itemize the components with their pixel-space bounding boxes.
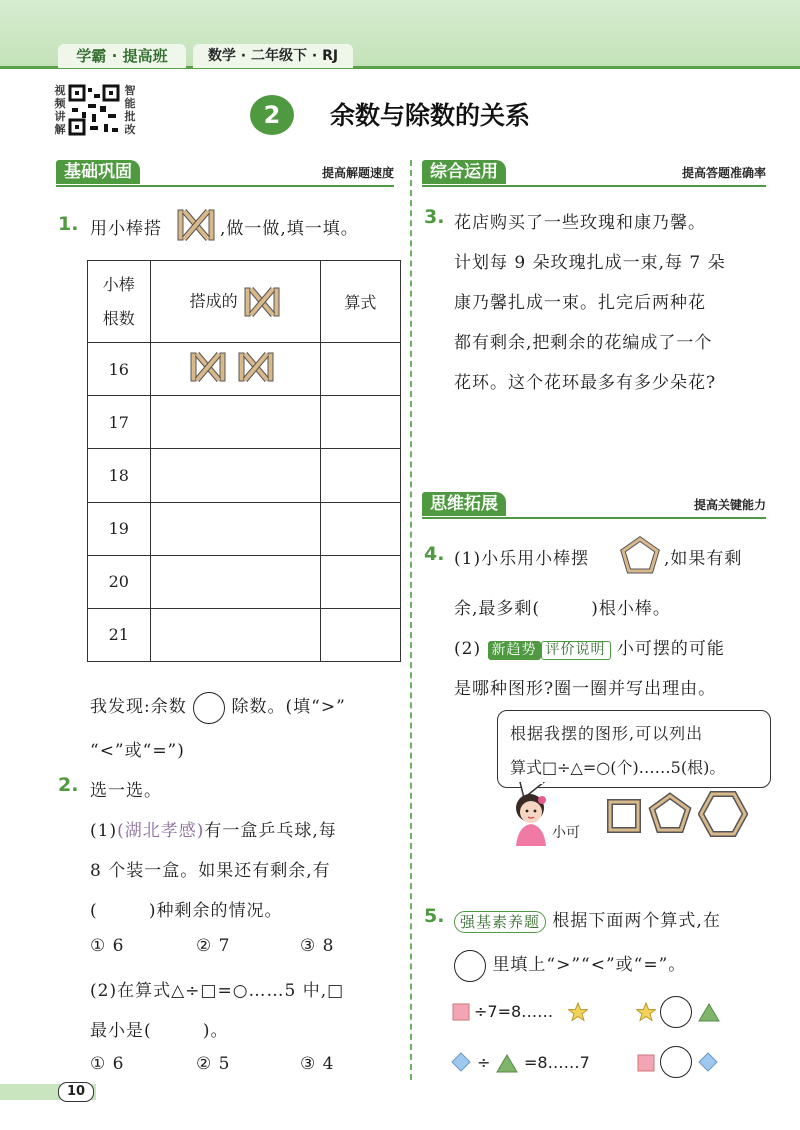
q5-line2 (454, 948, 686, 982)
sticks-x-shape-icon (176, 206, 216, 244)
column-divider (410, 160, 412, 1080)
brand-tab: 学霸 · 提高班 (58, 44, 186, 68)
new-trend-tag: 新趋势 (488, 641, 541, 660)
blue-diamond-icon (451, 1052, 471, 1072)
q4-part1-c[interactable]: 余,最多剩( )根小棒。 (454, 599, 671, 619)
section-thinking-rule (422, 517, 766, 519)
q1-number: 1. (58, 213, 79, 235)
q2-part1-line1 (90, 816, 337, 841)
q2-number: 2. (58, 774, 79, 796)
star-icon (636, 1002, 656, 1022)
sticks-x-shape-icon (243, 285, 281, 319)
sticks-table (87, 260, 401, 662)
character-name: 小可 (552, 825, 580, 841)
pink-square-icon (452, 1003, 470, 1021)
row-shapes-16 (150, 343, 320, 396)
q5-number: 5. (424, 905, 445, 927)
q3-line-4: 都有剩余,把剩余的花编成了一个 (454, 333, 713, 353)
col-header-count (88, 261, 151, 343)
q4-part2-line1 (454, 634, 725, 660)
green-triangle-icon (496, 1053, 518, 1073)
q4-part2-text: 小可摆的可能 (616, 639, 725, 659)
q2-part2-option-2[interactable]: ② 5 (196, 1054, 231, 1074)
q2-title: 选一选。 (90, 781, 162, 801)
row-count-19: 19 (88, 502, 151, 555)
row-count-20: 20 (88, 555, 151, 608)
page-number: 10 (58, 1082, 94, 1102)
section-comprehensive-note: 提高答题准确率 (681, 166, 766, 180)
section-comprehensive-rule (422, 185, 766, 187)
row-formula-20[interactable] (320, 555, 400, 608)
q5-text-b: 里填上“>”“<”或“=”。 (492, 955, 687, 975)
answer-circle[interactable] (454, 950, 486, 982)
pentagon-sticks-icon (620, 536, 660, 574)
square-sticks-icon[interactable] (604, 796, 644, 836)
green-triangle-icon (698, 1002, 720, 1022)
section-basic-rule (56, 185, 394, 187)
row-shapes-19[interactable] (150, 502, 320, 555)
qr-code-icon[interactable] (68, 84, 120, 136)
strong-base-tag: 强基素养题 (454, 911, 546, 933)
row-shapes-18[interactable] (150, 449, 320, 502)
q2-part2-option-3[interactable]: ③ 4 (300, 1054, 335, 1074)
q1-finding-b: 除数。(填“>” (231, 697, 346, 717)
q2-part2-line1: (2)在算式△÷□=○……5 中,□ (90, 981, 345, 1001)
girl-character-icon (508, 790, 554, 846)
compare-circle-1[interactable] (660, 996, 692, 1028)
section-comprehensive-label: 综合运用 (422, 160, 506, 184)
q2-part1-option-2[interactable]: ② 7 (196, 936, 231, 956)
row-count-18: 18 (88, 449, 151, 502)
bubble-line-2: 算式□÷△=○(个)……5(根)。 (510, 758, 726, 777)
pentagon-option-icon[interactable] (648, 792, 692, 836)
hexagon-option-icon[interactable] (698, 790, 748, 838)
answer-circle[interactable] (193, 692, 225, 724)
q1-text-b: ,做一做,填一填。 (220, 219, 359, 239)
q5-line1 (454, 906, 721, 933)
equation-2-result: =8……7 (524, 1053, 590, 1072)
q1-finding (90, 690, 346, 724)
q2-part1-option-1[interactable]: ① 6 (90, 936, 125, 956)
section-thinking-label: 思维拓展 (422, 492, 506, 516)
grade-tab: 数学 · 二年级下 · RJ (193, 44, 353, 68)
q2-part1-label: (1) (90, 821, 118, 841)
row-formula-17[interactable] (320, 396, 400, 449)
section-comprehensive (422, 160, 766, 184)
q2-part1-line3[interactable]: ( )种剩余的情况。 (90, 901, 283, 921)
row-shapes-20[interactable] (150, 555, 320, 608)
q2-part1-option-3[interactable]: ③ 8 (300, 936, 335, 956)
sticks-two-x-shapes-icon (187, 350, 283, 384)
compare-circle-2[interactable] (660, 1046, 692, 1078)
equation-2-divide: ÷ (477, 1053, 491, 1072)
q2-part2-line2[interactable]: 最小是( )。 (90, 1021, 229, 1041)
blue-diamond-icon (698, 1052, 718, 1072)
section-thinking-note: 提高关键能力 (693, 498, 766, 512)
bubble-line-1: 根据我摆的图形,可以列出 (510, 724, 704, 743)
qr-left-label: 视频讲解 (54, 84, 66, 136)
row-formula-16[interactable] (320, 343, 400, 396)
q4-part1-b: ,如果有剩 (664, 549, 743, 569)
q2-part1-line2: 8 个装一盒。如果还有剩余,有 (90, 861, 331, 881)
lesson-title: 余数与除数的关系 (330, 101, 531, 130)
q4-part2-line2: 是哪种图形?圈一圈并写出理由。 (454, 679, 717, 699)
q3-line-5: 花环。这个花环最多有多少朵花? (454, 373, 717, 393)
section-basic-label: 基础巩固 (56, 160, 140, 184)
evaluation-tag: 评价说明 (541, 641, 611, 660)
q3-number: 3. (424, 206, 445, 228)
lesson-number: 2 (250, 95, 294, 135)
q3-line-2: 计划每 9 朵玫瑰扎成一束,每 7 朵 (454, 253, 726, 273)
q4-part2-label: (2) (454, 639, 482, 659)
row-formula-21[interactable] (320, 608, 400, 661)
q4-part1-a: (1)小乐用小棒摆 (454, 549, 590, 569)
row-formula-18[interactable] (320, 449, 400, 502)
section-basic-note: 提高解题速度 (321, 166, 394, 180)
q2-region-tag: (湖北孝感) (117, 821, 205, 841)
q1-text-a: 用小棒搭 (90, 219, 162, 239)
row-count-16: 16 (88, 343, 151, 396)
col-header-count-line1: 小棒 (102, 274, 135, 294)
speech-bubble (497, 710, 771, 788)
row-count-17: 17 (88, 396, 151, 449)
q5-text-a: 根据下面两个算式,在 (552, 911, 721, 931)
equation-1: ÷7=8…… (474, 1002, 554, 1021)
row-shapes-21[interactable] (150, 608, 320, 661)
q2-part1-text: 有一盒乒乓球,每 (204, 821, 337, 841)
col-header-shapes-label: 搭成的 (189, 291, 238, 311)
pink-square-icon (637, 1054, 655, 1072)
col-header-shapes (150, 261, 320, 343)
col-header-formula: 算式 (320, 261, 400, 343)
q4-number: 4. (424, 543, 445, 565)
q2-part2-option-1[interactable]: ① 6 (90, 1054, 125, 1074)
q1-finding-a: 我发现:余数 (90, 697, 187, 717)
row-shapes-17[interactable] (150, 396, 320, 449)
qr-right-label: 智能批改 (124, 84, 136, 136)
q1-finding-c: “<”或“=”) (90, 741, 185, 761)
section-thinking (422, 492, 766, 516)
q3-line-3: 康乃馨扎成一束。扎完后两种花 (454, 293, 706, 313)
star-icon (568, 1002, 588, 1022)
row-formula-19[interactable] (320, 502, 400, 555)
row-count-21: 21 (88, 608, 151, 661)
q3-line-1: 花店购买了一些玫瑰和康乃馨。 (454, 213, 706, 233)
col-header-count-line2: 根数 (102, 308, 135, 328)
section-basic (56, 160, 394, 184)
